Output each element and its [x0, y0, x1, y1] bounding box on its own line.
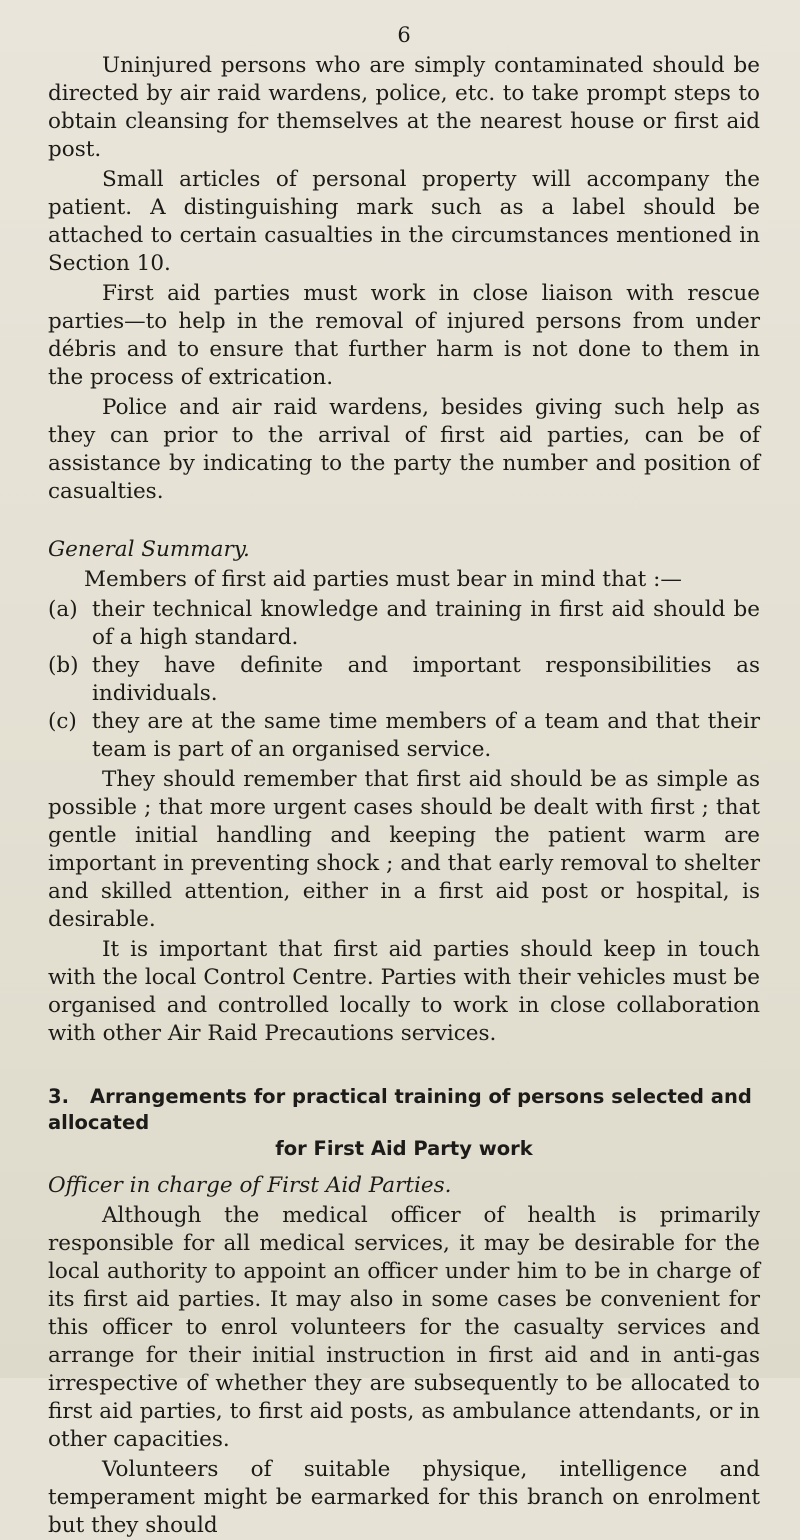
section-title-line-1: Arrangements for practical training of persons selected and allocated [48, 1085, 752, 1134]
point-marker: (b) [48, 653, 79, 678]
paragraph-police-wardens: Police and air raid wardens, besides giving such help as they can prior to the arrival of first aid parties, can be of assistance by indicating to the party the number and position of casualties. [48, 395, 760, 504]
paragraph-contaminated-persons: Uninjured persons who are simply contaminated should be directed by air raid wardens, police, etc. to take prompt steps to obtain cleansing for themselves at the nearest house or first aid post. [48, 53, 760, 162]
officer-in-charge-heading: Officer in charge of First Aid Parties. [48, 1173, 452, 1198]
point-text: they have definite and important responsibilities as individuals. [92, 653, 760, 706]
point-text: their technical knowledge and training in first aid should be of a high standard. [92, 597, 760, 650]
body-text [48, 52, 760, 1540]
point-marker: (c) [48, 709, 77, 734]
point-marker: (a) [48, 597, 78, 622]
paragraph-first-aid-simple: They should remember that first aid should be as simple as possible ; that more urgent cases should be dealt with first ; that gentle initial handling and keeping the patient warm are important in preventing shock ; and that early removal to shelter and skilled attention, either in a first aid post or hospital, is desirable. [48, 767, 760, 932]
page-number: 6 [397, 23, 411, 47]
summary-point-c [48, 708, 760, 764]
section-3-heading [48, 1084, 760, 1162]
paragraph-volunteers: Volunteers of suitable physique, intelligence and temperament might be earmarked for this branch on enrolment but they should [48, 1457, 760, 1538]
paragraph-personal-property: Small articles of personal property will accompany the patient. A distinguishing mark such as a label should be attached to certain casualties in the circumstances mentioned in Section 10. [48, 167, 760, 276]
paragraph-control-centre: It is important that first aid parties should keep in touch with the local Control Centre. Parties with their vehicles must be organised and controlled locally to work in close collaboration with other Air Raid Precautions services. [48, 937, 760, 1046]
general-summary-heading: General Summary. [48, 537, 250, 562]
point-text: they are at the same time members of a team and that their team is part of an organised service. [92, 709, 760, 762]
summary-point-b [48, 652, 760, 708]
general-summary-intro: Members of first aid parties must bear in mind that :— [84, 567, 682, 592]
paragraph-rescue-liaison: First aid parties must work in close liaison with rescue parties—to help in the removal of injured persons from under débris and to ensure that further harm is not done to them in the process of extrication. [48, 281, 760, 390]
section-title-line-2: for First Aid Party work [275, 1137, 533, 1160]
summary-point-a [48, 596, 760, 652]
summary-points-list [48, 596, 760, 764]
paragraph-medical-officer: Although the medical officer of health is primarily responsible for all medical services, it may be desirable for the local authority to appoint an officer under him to be in charge of its first aid parties. It may also in some cases be convenient for this officer to enrol volunteers for the casualty services and arrange for their initial instruction in first aid and in anti-gas irrespective of whether they are subsequently to be allocated to first aid parties, to first aid posts, as ambulance attendants, or in other capacities. [48, 1203, 760, 1452]
section-number: 3. [48, 1085, 69, 1108]
